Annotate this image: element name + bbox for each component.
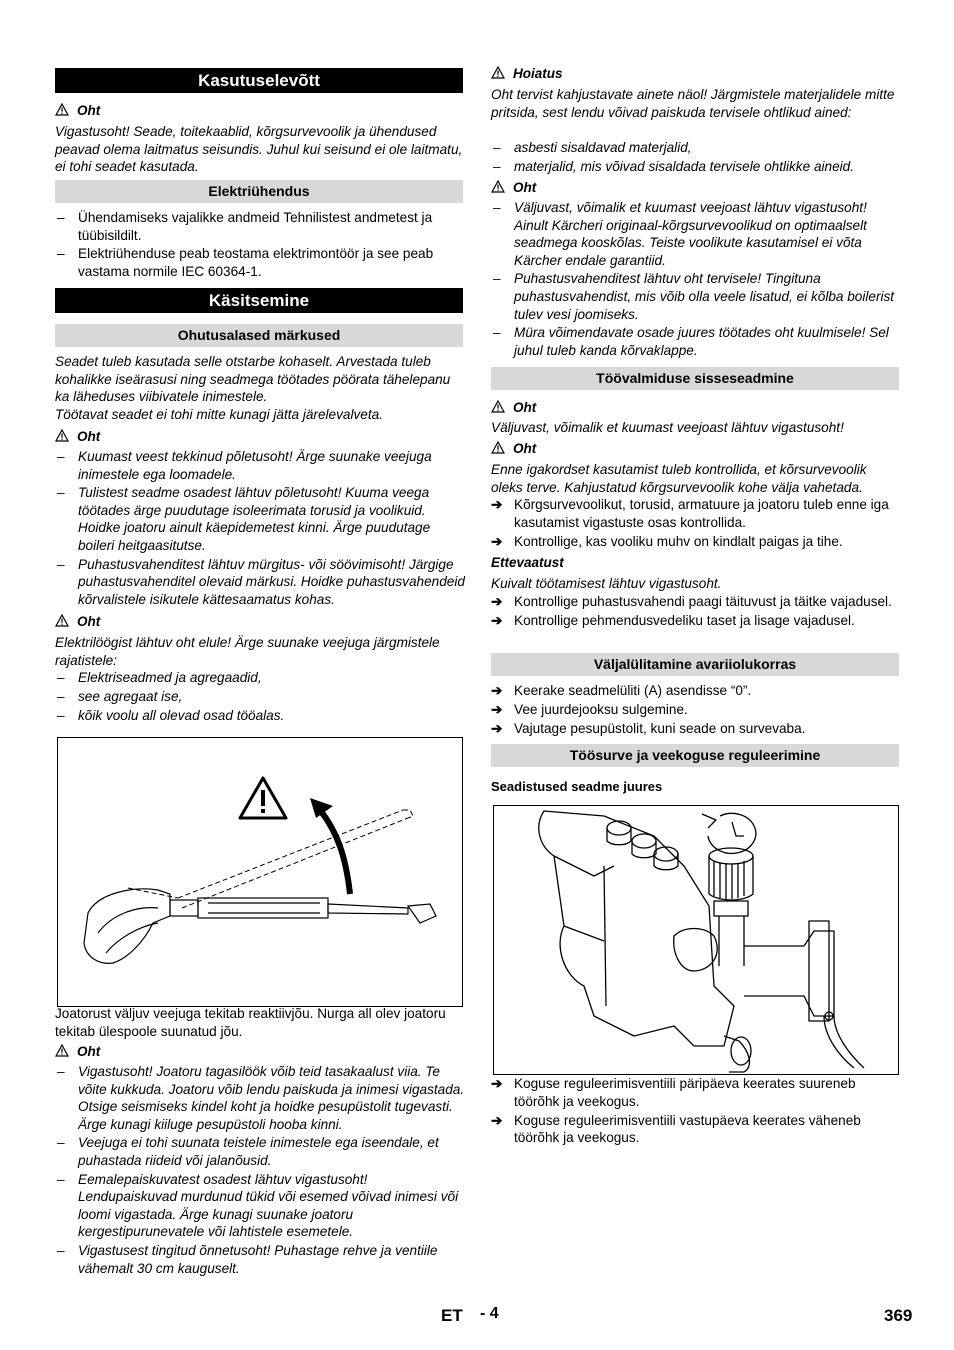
- valve-figure: [493, 805, 899, 1075]
- arrow-right-icon: ➔: [491, 1076, 503, 1091]
- arrow-right-icon: ➔: [491, 533, 503, 549]
- list-item: – Vigastusoht! Joatoru tagasilöök võib teid tasakaalust viia. Te võite kukkuda. Joatoru võib lendu paiskuda ja inimesi vigastada. Otsige seismiseks kindel koht ja hoidke pesupüstolit tugevasti. Ärge kunagi kiiluge pesupüstoli hooba kinni.: [55, 1063, 465, 1133]
- list-item: – see agregaat ise,: [55, 688, 465, 706]
- list-item: – Puhastusvahenditest lähtuv oht tervisele! Tingituna puhastusvahendist, mis võib olla veele lisatud, ei kõlba boilerist tulev vesi joomiseks.: [491, 270, 901, 323]
- list-item: ➔ Koguse reguleerimisventiili päripäeva keerates suureneb töörõhk ja veekogus.: [491, 1076, 856, 1109]
- list-item: ➔ Keerake seadmelüliti (A) asendisse “0”.: [491, 683, 752, 698]
- list-item: – Veejuga ei tohi suunata teistele inimestele ega iseendale, et puhastada riideid või jalanõusid.: [55, 1134, 465, 1169]
- list-item: – materjalid, mis võivad sisaldada tervisele ohtlikke aineid.: [491, 158, 901, 176]
- warning-list: [55, 1063, 465, 1277]
- reg-list: [491, 1075, 901, 1147]
- check-list: [491, 496, 901, 550]
- warning-triangle-icon: [55, 429, 69, 442]
- list-item: – Müra võimendavate osade juures töötades oht kuulmisele! Sel juhul tuleb kanda kõrvaklappe.: [491, 324, 901, 359]
- warning-label: Oht: [55, 102, 100, 120]
- list-item: – Elektriseadmed ja agregaadid,: [55, 669, 465, 687]
- warning-label: Oht: [491, 440, 536, 458]
- list-item: – Kuumast veest tekkinud põletusoht! Ärge suunake veejuga inimestele ega loomadele.: [55, 448, 465, 483]
- heading-elektriuhendus: Elektriühendus: [55, 180, 463, 203]
- warning-triangle-icon: [491, 66, 505, 79]
- warning-text: Vigastusoht! Seade, toitekaablid, kõrgsurvevoolik ja ühendused peavad olema laitmatus seisundis. Juhul kui seisund ei ole laitmatu, ei tohi seadet kasutada.: [55, 124, 463, 175]
- warning-triangle-icon: [240, 778, 286, 818]
- ettevaatust-text: Kuivalt töötamisest lähtuv vigastusoht.: [491, 576, 722, 591]
- warning-triangle-icon: [491, 400, 505, 413]
- warning-label: Oht: [55, 613, 100, 631]
- heading-kasutuselevott: Kasutuselevõtt: [55, 68, 463, 93]
- warning-triangle-icon: [55, 614, 69, 627]
- page-number: 369: [884, 1306, 913, 1325]
- heading-ohutus: Ohutusalased märkused: [55, 324, 463, 347]
- warning-list: [55, 448, 465, 608]
- pressure-valve-illustration: [494, 806, 898, 1074]
- arrow-right-icon: ➔: [491, 497, 503, 512]
- warning-text: Väljuvast, võimalik et kuumast veejoast lähtuv vigastusoht!: [491, 420, 844, 435]
- heading-kasitsemine: Käsitsemine: [55, 288, 463, 313]
- heading-toovalmidus: Töövalmiduse sisseseadmine: [491, 367, 899, 390]
- page-small-number: - 4: [480, 1305, 499, 1322]
- caution-text: Oht tervist kahjustavate ainete näol! Järgmistele materjalidele mitte pritsida, sest lendu võivad paiskuda tervisele ohtlikud ained:: [491, 87, 895, 120]
- caution-list: [491, 139, 901, 176]
- paragraph: Seadet tuleb kasutada selle otstarbe kohaselt. Arvestada tuleb kohalikke iseärasusi ning seadmega töötades pöörata tähelepanu ka läheduses viibivatele inimestele.: [55, 354, 451, 405]
- warning-triangle-icon: [55, 1044, 69, 1057]
- warning-label: Oht: [491, 179, 536, 197]
- list-item: ➔ Kontrollige pehmendusvedeliku taset ja lisage vajadusel.: [491, 613, 855, 629]
- arrow-right-icon: ➔: [491, 613, 503, 629]
- list-item: ➔ Koguse reguleerimisventiili vastupäeva keerates väheneb töörõhk ja veekogus.: [491, 1112, 861, 1146]
- list-item: – Väljuvast, võimalik et kuumast veejoast lähtuv vigastusoht! Ainult Kärcheri originaal-kõrgsurvevoolikud on optimaalselt seadmega kooskõlas. Teiste voolikute kasutamisel ei võta Kärcher endale garantiid.: [491, 199, 901, 269]
- subheading-seadistused: Seadistused seadme juures: [491, 779, 663, 794]
- arrow-right-icon: ➔: [491, 683, 503, 698]
- list-item: – Vigastusest tingitud õnnetusoht! Puhastage rehve ja ventiile vähemalt 30 cm kauguselt.: [55, 1242, 465, 1277]
- list-item: – Tulistest seadme osadest lähtuv põletusoht! Kuuma veega töötades ärge puudutage isoleerimata torusid ja voolikuid. Hoidke joatoru ainult käepidemetest kinni. Ärge puudutage boileri heitgaasitutse.: [55, 484, 465, 554]
- arrow-right-icon: ➔: [491, 702, 503, 718]
- caution-label: Hoiatus: [491, 65, 563, 83]
- list-item: ➔ Vajutage pesupüstolit, kuni seade on survevaba.: [491, 721, 806, 737]
- spray-gun-figure: [57, 737, 463, 1007]
- elec-list: [55, 209, 465, 280]
- list-item: – Eemalepaiskuvatest osadest lähtuv vigastusoht! Lendupaiskuvad murdunud tükid või esemed võivad inimesi või loomi vigastada. Ärge kunagi suunake joatoru kergestipurunevatele või lahtistele esemetele.: [55, 1171, 465, 1241]
- paragraph: Töötavat seadet ei tohi mitte kunagi jätta järelevalveta.: [55, 407, 383, 422]
- ettevaatust-label: Ettevaatust: [491, 555, 564, 570]
- list-item: – Ühendamiseks vajalikke andmeid Tehnilistest andmetest ja tüübisildilt.: [55, 209, 465, 244]
- list-item: – kõik voolu all olevad osad tööalas.: [55, 707, 465, 725]
- list-item: – Puhastusvahenditest lähtuv mürgitus- või söövimisoht! Järgige puhastusvahenditel olevaid märkusi. Hoidke puhastusvahendeid kõrvalistele isikutele kättesaamatus kohas.: [55, 556, 465, 609]
- ettevaatust-list: [491, 593, 901, 630]
- list-item: ➔ Kontrollige, kas vooliku muhv on kindlalt paigas ja tihe.: [491, 533, 843, 549]
- list-item: – Elektriühenduse peab teostama elektrimontöör ja see peab vastama normile IEC 60364-1.: [55, 245, 465, 280]
- list-item: ➔ Kontrollige puhastusvahendi paagi täituvust ja täitke vajadusel.: [491, 594, 892, 609]
- warning-list: [55, 669, 465, 725]
- warning-list: [491, 199, 901, 359]
- list-item: ➔ Vee juurdejooksu sulgemine.: [491, 702, 688, 718]
- warning-label: Oht: [55, 428, 100, 446]
- arrow-right-icon: ➔: [491, 1112, 503, 1128]
- warning-text: Elektrilöögist lähtuv oht elule! Ärge suunake veejuga järgmistele rajatistele:: [55, 635, 440, 668]
- warning-label: Oht: [55, 1043, 100, 1061]
- list-item: ➔ Kõrgsurvevoolikut, torusid, armatuure ja joatoru tuleb enne iga kasutamist vigastuste osas kontrollida.: [491, 497, 889, 530]
- figure-caption: Joatorust väljuv veejuga tekitab reaktiivjõu. Nurga all olev joatoru tekitab ülespoole suunatud jõu.: [55, 1006, 446, 1039]
- list-item: – asbesti sisaldavad materjalid,: [491, 139, 901, 157]
- off-list: [491, 682, 901, 738]
- arrow-right-icon: ➔: [491, 721, 503, 737]
- heading-valjalulitamine: Väljalülitamine avariiolukorras: [491, 653, 899, 676]
- arrow-right-icon: ➔: [491, 594, 503, 609]
- warning-triangle-icon: [491, 180, 505, 193]
- heading-toosurve: Töösurve ja veekoguse reguleerimine: [491, 744, 899, 767]
- warning-triangle-icon: [491, 441, 505, 454]
- language-code: ET: [441, 1306, 463, 1325]
- warning-triangle-icon: [55, 103, 69, 116]
- warning-text: Enne igakordset kasutamist tuleb kontrollida, et kõrsurvevoolik oleks terve. Kahjustatud kõrgsurvevoolik kohe välja vahetada.: [491, 462, 867, 495]
- spray-gun-reaction-illustration: [58, 738, 462, 1006]
- warning-label: Oht: [491, 399, 536, 417]
